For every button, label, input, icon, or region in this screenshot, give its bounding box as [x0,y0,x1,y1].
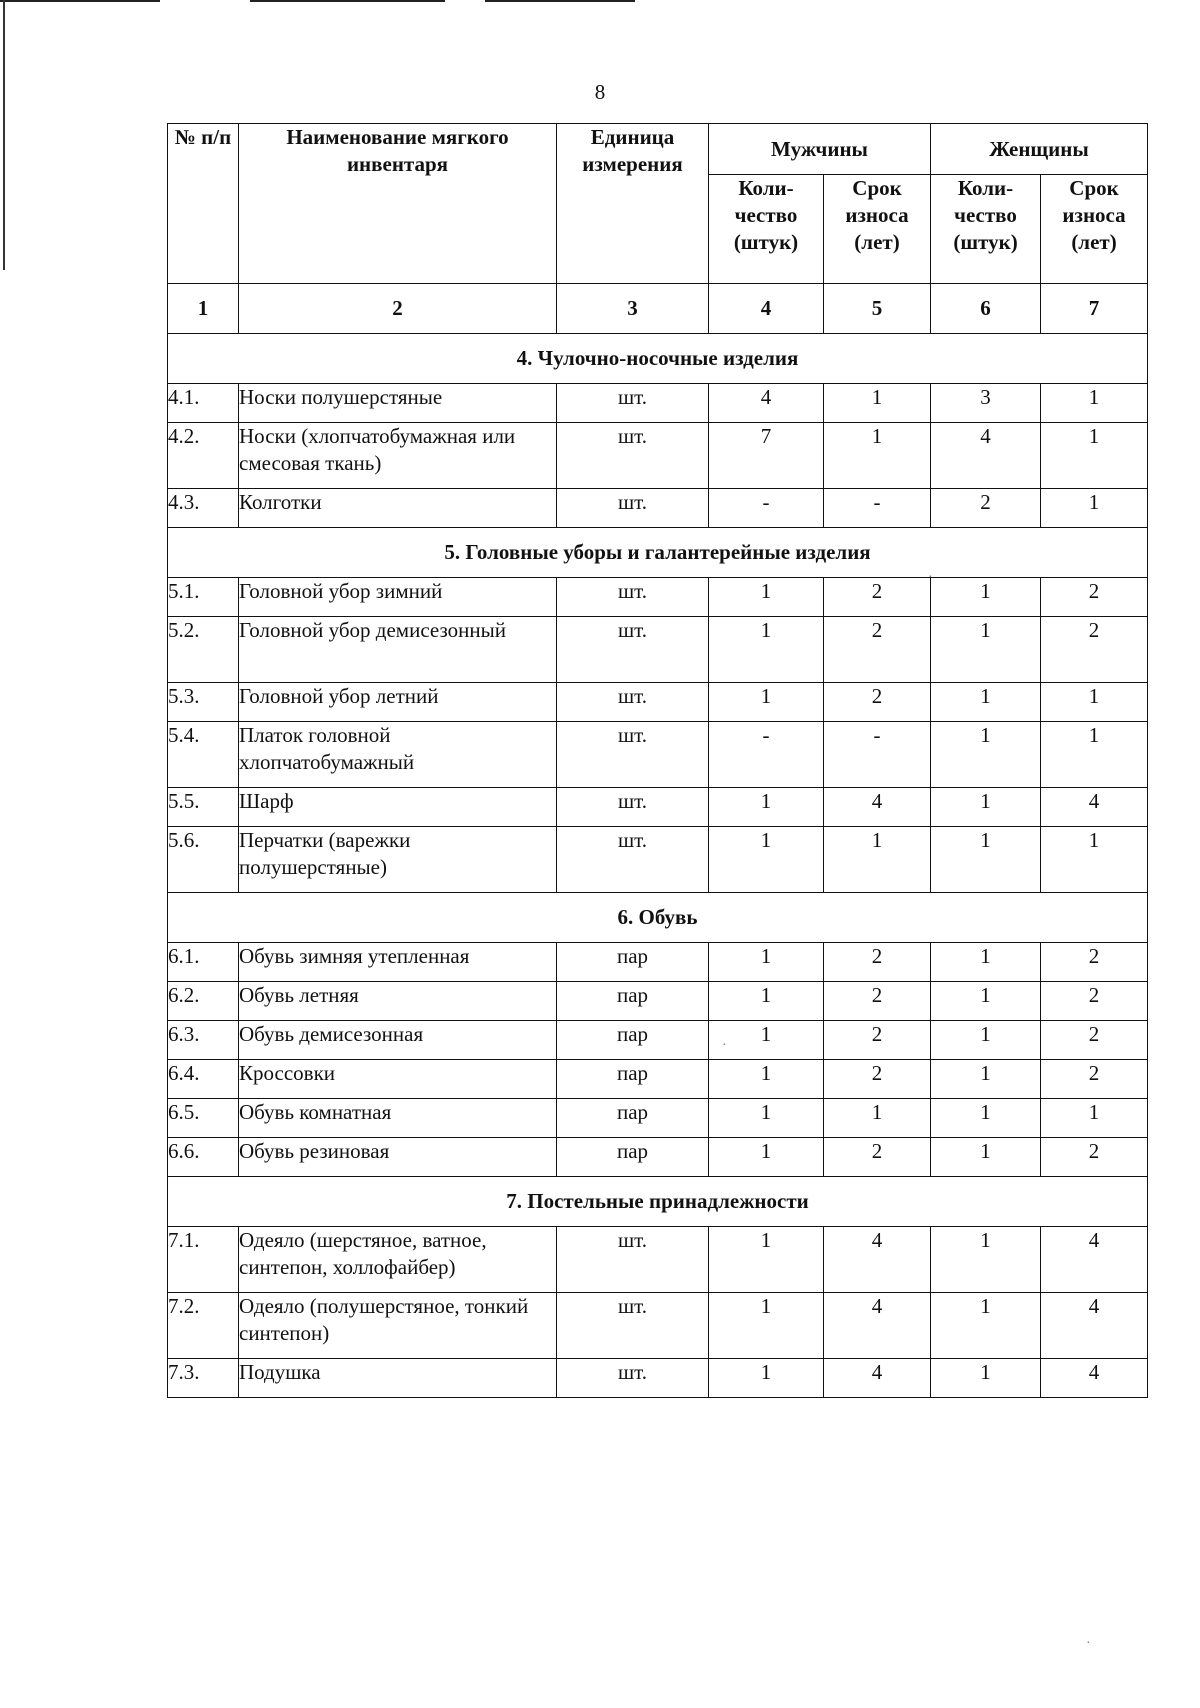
soft-inventory-table [167,123,1148,1398]
row-number: 7.1. [168,1227,239,1293]
men-quantity: 1 [709,1099,824,1138]
women-wear-years: 1 [1041,423,1148,489]
men-quantity: 1 [709,578,824,617]
row-number: 4.1. [168,384,239,423]
table-row [168,1099,1148,1138]
women-wear-years: 1 [1041,722,1148,788]
table-row [168,788,1148,827]
item-name: Перчатки (варежки полушерстяные) [239,827,557,893]
women-quantity: 1 [931,1359,1041,1398]
top-rule-right [485,0,635,2]
row-number: 6.4. [168,1060,239,1099]
women-wear-years: 1 [1041,683,1148,722]
scan-edge-line [3,0,5,270]
women-wear-years: 2 [1041,578,1148,617]
table-row [168,982,1148,1021]
item-name: Обувь зимняя утепленная [239,943,557,982]
row-number: 6.5. [168,1099,239,1138]
unit: шт. [557,683,709,722]
unit: пар [557,943,709,982]
men-quantity: 1 [709,683,824,722]
row-number: 7.2. [168,1293,239,1359]
unit: пар [557,1138,709,1177]
women-wear-years: 2 [1041,1021,1148,1060]
men-wear-years: - [824,489,931,528]
men-wear-years: 4 [824,788,931,827]
item-name: Платок головной хлопчатобумажный [239,722,557,788]
men-quantity: 1 [709,1060,824,1099]
column-index: 2 [239,284,557,334]
men-quantity: 1 [709,827,824,893]
men-wear-years: 2 [824,683,931,722]
section-title: 7. Постельные принадлежности [168,1177,1148,1227]
item-name: Головной убор зимний [239,578,557,617]
women-quantity: 1 [931,722,1041,788]
column-index: 5 [824,284,931,334]
women-quantity: 1 [931,1021,1041,1060]
unit: пар [557,982,709,1021]
women-wear-years: 1 [1041,827,1148,893]
women-quantity: 1 [931,1138,1041,1177]
men-quantity: 1 [709,788,824,827]
item-name: Носки (хлопчатобумажная или смесовая ткань) [239,423,557,489]
men-quantity: 1 [709,1021,824,1060]
item-name: Колготки [239,489,557,528]
unit: шт. [557,1227,709,1293]
men-wear-header: Срок износа (лет) [824,175,931,284]
row-number: 5.6. [168,827,239,893]
unit: шт. [557,1293,709,1359]
col-number-header: № п/п [168,124,239,284]
unit: шт. [557,489,709,528]
section-title: 6. Обувь [168,893,1148,943]
women-quantity: 1 [931,1227,1041,1293]
men-quantity: 1 [709,1138,824,1177]
men-quantity: 1 [709,1293,824,1359]
item-name: Кроссовки [239,1060,557,1099]
section-title: 5. Головные уборы и галантерейные изделия [168,528,1148,578]
col-name-header: Наименование мягкого инвентаря [239,124,557,284]
column-index-row [168,284,1148,334]
col-unit-header: Единица измерения [557,124,709,284]
table-row [168,1021,1148,1060]
men-quantity: - [709,489,824,528]
women-quantity: 1 [931,1293,1041,1359]
women-wear-years: 4 [1041,1293,1148,1359]
item-name: Головной убор демисезонный [239,617,557,683]
row-number: 5.4. [168,722,239,788]
men-quantity: 1 [709,617,824,683]
scan-speck: · [722,1038,727,1053]
scan-speck: · [1086,1636,1091,1651]
row-number: 6.2. [168,982,239,1021]
row-number: 4.3. [168,489,239,528]
unit: шт. [557,578,709,617]
unit: шт. [557,827,709,893]
table-row [168,943,1148,982]
men-wear-years: 2 [824,943,931,982]
women-wear-years: 4 [1041,1227,1148,1293]
men-quantity: 1 [709,982,824,1021]
men-wear-years: 2 [824,1138,931,1177]
women-quantity: 1 [931,1099,1041,1138]
item-name: Одеяло (полушерстяное, тонкий синтепон) [239,1293,557,1359]
women-quantity: 1 [931,943,1041,982]
women-wear-years: 2 [1041,943,1148,982]
men-wear-years: 4 [824,1359,931,1398]
item-name: Обувь демисезонная [239,1021,557,1060]
women-quantity: 1 [931,788,1041,827]
unit: шт. [557,617,709,683]
unit: пар [557,1099,709,1138]
men-quantity: - [709,722,824,788]
row-number: 5.3. [168,683,239,722]
women-quantity: 1 [931,827,1041,893]
table-row [168,1138,1148,1177]
unit: шт. [557,423,709,489]
table-row [168,578,1148,617]
item-name: Обувь резиновая [239,1138,557,1177]
men-wear-years: 1 [824,384,931,423]
item-name: Головной убор летний [239,683,557,722]
page-number: 8 [594,80,606,104]
women-wear-years: 2 [1041,982,1148,1021]
unit: пар [557,1021,709,1060]
women-quantity: 3 [931,384,1041,423]
row-number: 5.1. [168,578,239,617]
item-name: Обувь комнатная [239,1099,557,1138]
women-header: Женщины [931,124,1148,175]
table-row [168,683,1148,722]
item-name: Обувь летняя [239,982,557,1021]
table-row [168,1293,1148,1359]
table-row [168,617,1148,683]
row-number: 6.3. [168,1021,239,1060]
table-row [168,1359,1148,1398]
men-wear-years: 2 [824,982,931,1021]
row-number: 5.5. [168,788,239,827]
item-name: Носки полушерстяные [239,384,557,423]
unit: шт. [557,1359,709,1398]
men-header: Мужчины [709,124,931,175]
men-wear-years: 4 [824,1227,931,1293]
women-wear-years: 1 [1041,1099,1148,1138]
row-number: 5.2. [168,617,239,683]
top-rule-middle [250,0,445,2]
item-name: Подушка [239,1359,557,1398]
women-wear-years: 2 [1041,1138,1148,1177]
men-quantity: 4 [709,384,824,423]
unit: шт. [557,788,709,827]
men-wear-years: 2 [824,617,931,683]
women-wear-years: 2 [1041,1060,1148,1099]
men-wear-years: 1 [824,1099,931,1138]
women-wear-years: 1 [1041,384,1148,423]
men-wear-years: 2 [824,578,931,617]
top-rule-left [0,0,160,2]
table-row [168,384,1148,423]
scan-speck: · [928,570,933,585]
men-qty-header: Коли-чество (штук) [709,175,824,284]
column-index: 1 [168,284,239,334]
men-wear-years: 4 [824,1293,931,1359]
table-row [168,1227,1148,1293]
unit: шт. [557,384,709,423]
men-wear-years: 2 [824,1021,931,1060]
table-row [168,1060,1148,1099]
row-number: 4.2. [168,423,239,489]
column-index: 7 [1041,284,1148,334]
women-wear-years: 2 [1041,617,1148,683]
men-quantity: 7 [709,423,824,489]
women-quantity: 1 [931,578,1041,617]
women-quantity: 4 [931,423,1041,489]
women-wear-years: 4 [1041,1359,1148,1398]
women-quantity: 2 [931,489,1041,528]
women-wear-years: 1 [1041,489,1148,528]
row-number: 6.6. [168,1138,239,1177]
unit: пар [557,1060,709,1099]
men-wear-years: 1 [824,423,931,489]
men-quantity: 1 [709,1227,824,1293]
men-wear-years: - [824,722,931,788]
women-quantity: 1 [931,683,1041,722]
item-name: Одеяло (шерстяное, ватное, синтепон, холлофайбер) [239,1227,557,1293]
women-wear-header: Срок износа (лет) [1041,175,1148,284]
column-index: 4 [709,284,824,334]
women-qty-header: Коли-чество (штук) [931,175,1041,284]
column-index: 6 [931,284,1041,334]
men-wear-years: 2 [824,1060,931,1099]
table-row [168,827,1148,893]
table-row [168,722,1148,788]
header-row [168,124,1148,175]
unit: шт. [557,722,709,788]
column-index: 3 [557,284,709,334]
row-number: 6.1. [168,943,239,982]
table-row [168,423,1148,489]
section-title: 4. Чулочно-носочные изделия [168,334,1148,384]
men-quantity: 1 [709,1359,824,1398]
men-quantity: 1 [709,943,824,982]
table-row [168,489,1148,528]
women-quantity: 1 [931,982,1041,1021]
men-wear-years: 1 [824,827,931,893]
women-quantity: 1 [931,1060,1041,1099]
row-number: 7.3. [168,1359,239,1398]
women-quantity: 1 [931,617,1041,683]
women-wear-years: 4 [1041,788,1148,827]
item-name: Шарф [239,788,557,827]
